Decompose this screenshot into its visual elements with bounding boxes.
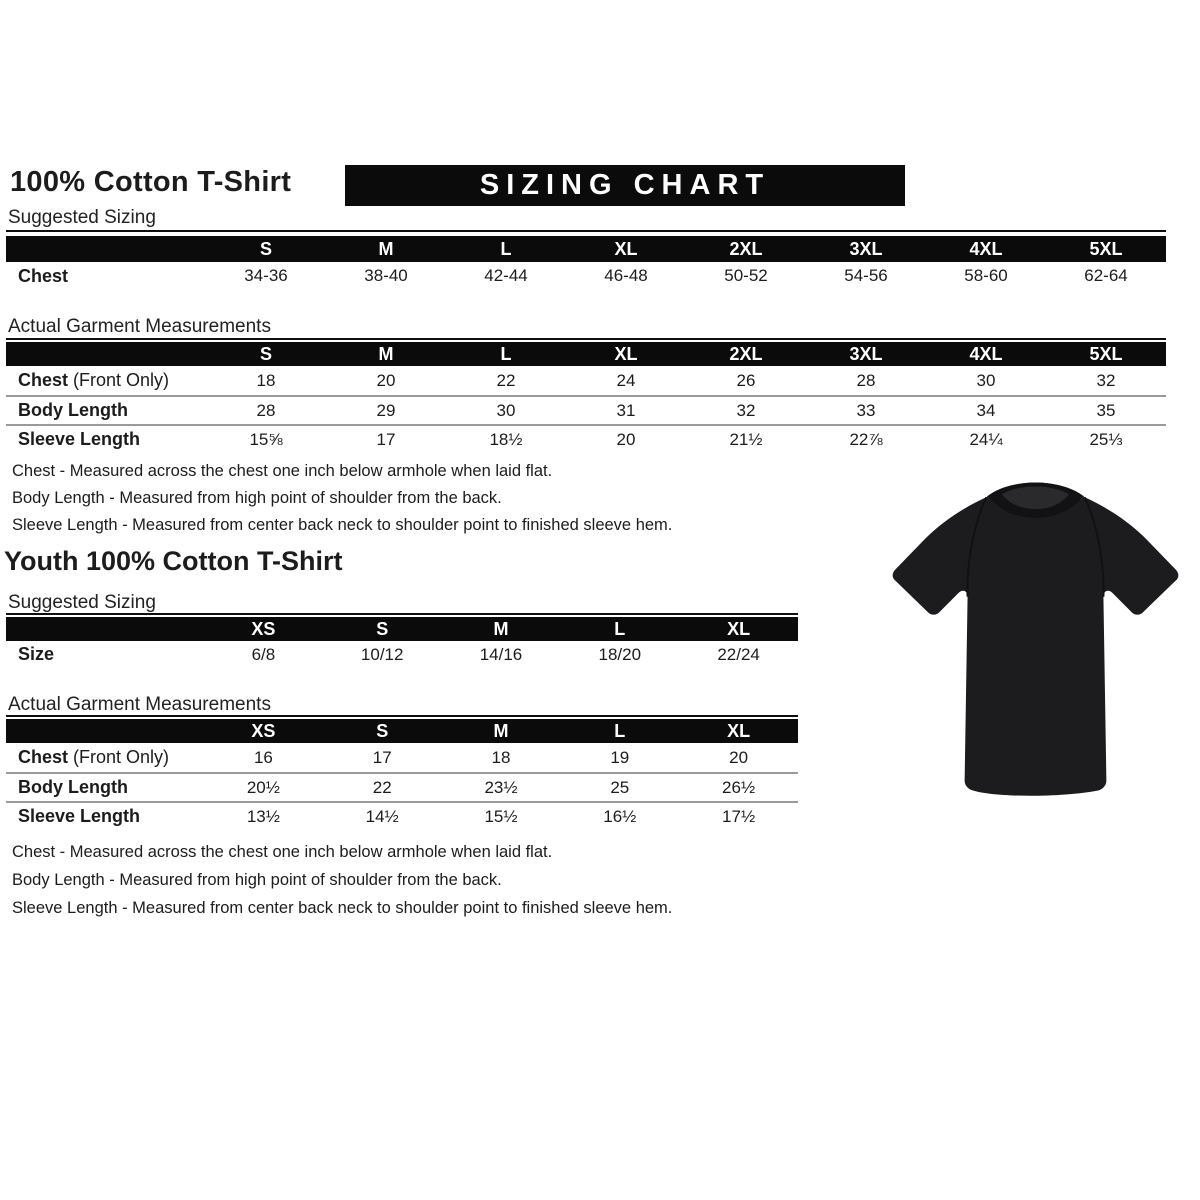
table-row	[6, 395, 1166, 424]
youth-page-title: Youth 100% Cotton T-Shirt	[4, 546, 343, 576]
cell: 29	[376, 400, 396, 420]
cell: 62-64	[1084, 266, 1128, 285]
row-label: Body Length	[18, 777, 128, 797]
size-header: M	[493, 618, 509, 639]
cell: 50-52	[724, 266, 768, 285]
cell: 16½	[603, 806, 637, 826]
cell: 10/12	[360, 644, 404, 664]
note-line: Chest - Measured across the chest one inch below armhole when laid flat.	[12, 462, 553, 480]
cell: 28	[256, 400, 276, 420]
youth-garment-header-row	[6, 719, 798, 743]
size-header: 5XL	[1089, 343, 1123, 364]
youth-suggested-sizing-label: Suggested Sizing	[8, 592, 156, 613]
row-label: Sleeve Length	[18, 806, 141, 826]
size-header: 5XL	[1089, 238, 1123, 259]
size-header: S	[259, 238, 272, 259]
size-header: XL	[727, 618, 751, 639]
size-header: 2XL	[729, 238, 763, 259]
adult-garment-measurements-label: Actual Garment Measurements	[8, 316, 271, 337]
cell: 28	[856, 370, 876, 390]
cell: 15½	[484, 806, 518, 826]
cell: 18	[256, 370, 276, 390]
cell: 54-56	[844, 266, 888, 285]
page-title: 100% Cotton T-Shirt	[10, 166, 292, 198]
size-header: XL	[727, 720, 751, 741]
adult-suggested-header-row	[6, 236, 1166, 262]
cell: 25	[610, 777, 630, 797]
size-header: XS	[251, 720, 276, 741]
cell: 16	[253, 747, 273, 767]
cell: 30	[976, 370, 996, 390]
cell: 32	[1096, 370, 1116, 390]
size-header: M	[378, 343, 394, 364]
youth-garment-measurements-label: Actual Garment Measurements	[8, 694, 271, 715]
size-header: 3XL	[849, 238, 883, 259]
adult-measurement-notes	[12, 458, 672, 539]
note-line: Chest - Measured across the chest one inch below armhole when laid flat.	[12, 843, 553, 861]
cell: 34	[976, 400, 996, 420]
cell: 13½	[246, 806, 280, 826]
size-header: M	[378, 238, 394, 259]
cell: 22/24	[717, 644, 760, 664]
cell: 35	[1096, 400, 1116, 420]
size-header: 3XL	[849, 343, 883, 364]
table-row	[6, 366, 1166, 395]
size-header: L	[614, 720, 626, 741]
size-header: XL	[614, 343, 638, 364]
cell: 18½	[489, 429, 523, 449]
cell: 30	[496, 400, 516, 420]
note-line: Sleeve Length - Measured from center back neck to shoulder point to finished sleeve hem.	[12, 899, 673, 917]
table-row	[6, 424, 1166, 453]
cell: 14½	[365, 806, 399, 826]
cell: 17	[376, 429, 396, 449]
cell: 25⅓	[1089, 429, 1123, 449]
row-label: Chest (Front Only)	[18, 747, 170, 767]
size-header: S	[376, 720, 389, 741]
note-line: Body Length - Measured from high point of shoulder from the back.	[12, 489, 502, 507]
note-line: Body Length - Measured from high point of shoulder from the back.	[12, 871, 502, 889]
adult-garment-table-body	[6, 366, 1166, 453]
table-row	[6, 801, 798, 830]
table-row	[6, 772, 798, 801]
cell: 38-40	[364, 266, 408, 285]
size-header: XS	[251, 618, 276, 639]
row-label: Size	[18, 644, 55, 664]
cell: 22	[372, 777, 392, 797]
cell: 6/8	[251, 644, 276, 664]
cell: 22	[496, 370, 516, 390]
youth-suggested-header-row	[6, 617, 798, 641]
tshirt-graphic	[878, 466, 1193, 814]
cell: 21½	[729, 429, 763, 449]
cell: 20	[376, 370, 396, 390]
cell: 23½	[484, 777, 518, 797]
cell: 33	[856, 400, 876, 420]
adult-suggested-sizing-label: Suggested Sizing	[8, 207, 156, 228]
size-header: 4XL	[969, 238, 1003, 259]
youth-measurement-notes	[12, 838, 672, 922]
size-header: 2XL	[729, 343, 763, 364]
cell: 18	[491, 747, 511, 767]
row-label: Sleeve Length	[18, 429, 141, 449]
divider	[6, 338, 1166, 340]
row-label: Chest	[18, 265, 69, 286]
cell: 24	[616, 370, 636, 390]
cell: 15⅝	[249, 429, 283, 449]
adult-garment-header-row	[6, 342, 1166, 366]
size-header: S	[376, 618, 389, 639]
size-header: L	[500, 343, 512, 364]
cell: 20½	[246, 777, 280, 797]
table-row	[6, 262, 1166, 290]
cell: 20	[729, 747, 749, 767]
size-header: S	[259, 343, 272, 364]
size-header: XL	[614, 238, 638, 259]
size-header: M	[493, 720, 509, 741]
note-line: Sleeve Length - Measured from center back neck to shoulder point to finished sleeve hem.	[12, 516, 673, 534]
cell: 46-48	[604, 266, 648, 285]
cell: 18/20	[598, 644, 642, 664]
divider	[6, 715, 798, 717]
divider	[6, 613, 798, 615]
size-header: 4XL	[969, 343, 1003, 364]
cell: 17	[372, 747, 392, 767]
size-header: L	[614, 618, 626, 639]
cell: 31	[616, 400, 636, 420]
sizing-chart-banner: SIZING CHART	[345, 165, 905, 206]
cell: 24¼	[969, 429, 1003, 449]
cell: 34-36	[244, 266, 288, 285]
tshirt-image	[878, 466, 1193, 814]
cell: 20	[616, 429, 636, 449]
cell: 26	[736, 370, 756, 390]
cell: 26½	[722, 777, 756, 797]
cell: 42-44	[484, 266, 528, 285]
row-label: Chest (Front Only)	[18, 370, 170, 390]
row-label: Body Length	[18, 400, 128, 420]
cell: 32	[736, 400, 756, 420]
cell: 19	[610, 747, 630, 767]
cell: 17½	[722, 806, 756, 826]
size-header: L	[500, 238, 512, 259]
cell: 22⅞	[849, 429, 883, 449]
cell: 14/16	[479, 644, 523, 664]
table-row	[6, 641, 798, 668]
table-row	[6, 743, 798, 772]
divider	[6, 230, 1166, 232]
cell: 58-60	[964, 266, 1008, 285]
youth-garment-table-body	[6, 743, 798, 830]
